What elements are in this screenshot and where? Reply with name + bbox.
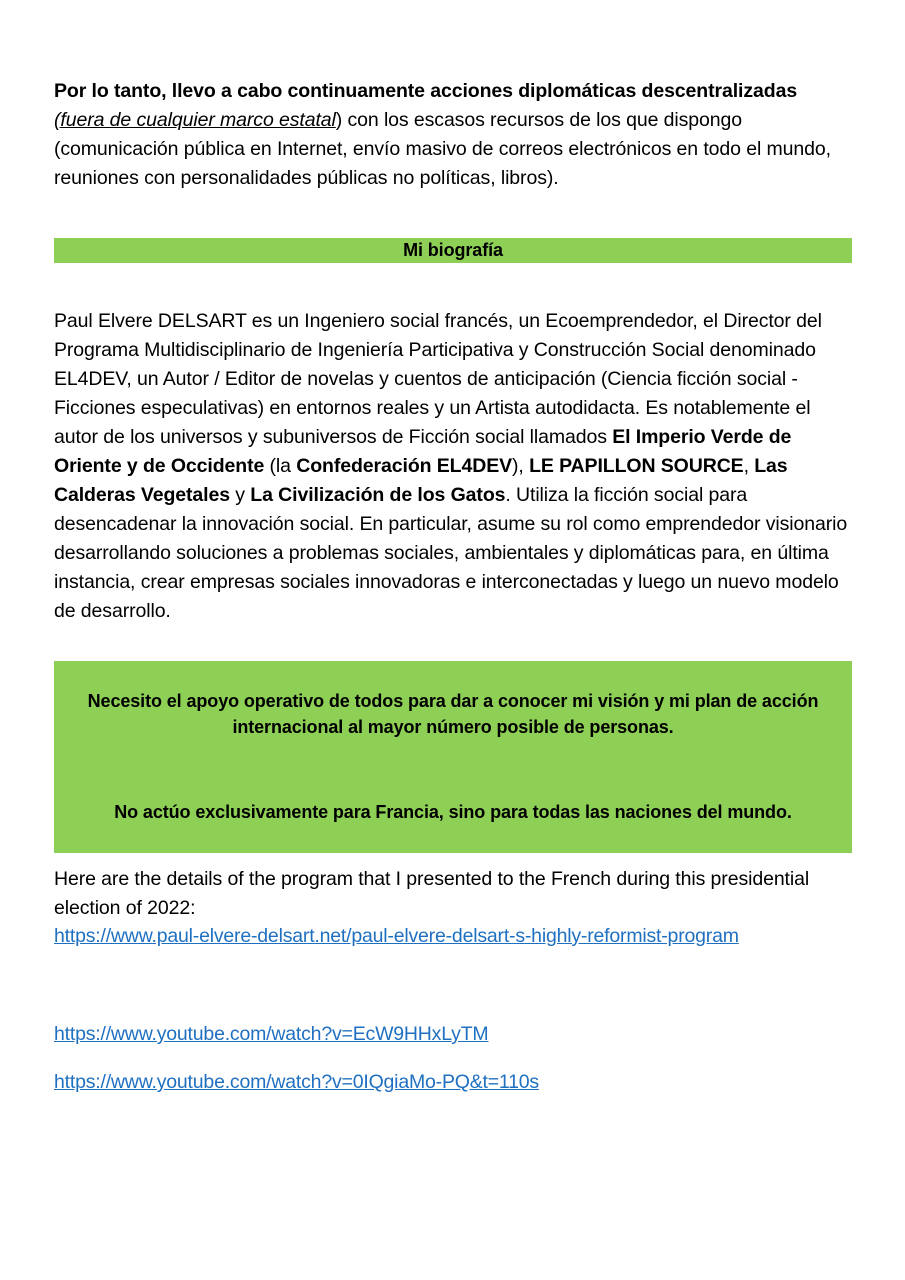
link-row-youtube-2 bbox=[54, 1068, 539, 1097]
intro-italic-underlined: fuera de cualquier marco estatal bbox=[60, 108, 336, 131]
english-paragraph: Here are the details of the program that I presented to the French during this presidential election of 2022: bbox=[54, 867, 810, 919]
bio-segment-2: (la bbox=[264, 454, 297, 477]
link-row-program bbox=[54, 922, 739, 951]
intro-rest: ) con los escasos recursos de los que dispongo (comunicación pública en Internet, envío masivo de correos electrónicos en todo el mundo, reuniones con personalidades públicas no políticas, libros). bbox=[54, 108, 831, 189]
callout-line-1: Necesito el apoyo operativo de todos para dar a conocer mi visión y mi plan de acción internacional al mayor número posible de personas. bbox=[87, 691, 819, 737]
bio-segment-4: , bbox=[743, 454, 755, 477]
bio-confederation: Confederación EL4DEV bbox=[296, 454, 513, 477]
bio-work-empire: El Imperio Verde de Oriente y de Occidente bbox=[54, 425, 792, 477]
intro-bold-lead: Por lo tanto, llevo a cabo continuamente acciones diplomáticas descentralizadas bbox=[54, 79, 798, 102]
bio-segment-3: ), bbox=[512, 454, 530, 477]
banner-title: Mi biografía bbox=[403, 240, 503, 260]
intro-paragraph bbox=[54, 77, 852, 193]
intro-open-paren: ( bbox=[54, 108, 61, 131]
bio-work-gatos: La Civilización de los Gatos bbox=[250, 483, 506, 506]
bio-work-calderas: Las Calderas Vegetales bbox=[54, 454, 788, 506]
biography-paragraph bbox=[54, 307, 852, 626]
section-banner-biography bbox=[54, 238, 852, 263]
bio-segment-1: Paul Elvere DELSART es un Ingeniero social francés, un Ecoemprendedor, el Director del Programa Multidisciplinario de Ingeniería Participativa y Construcción Social denominado EL4DEV, un Autor / Editor de novelas y cuentos de anticipación (Ciencia ficción social - Ficciones especulativas) en entornos reales y un Artista autodidacta. Es notablemente el autor de los universos y subuniversos de Ficción social llamados bbox=[54, 309, 822, 448]
callout-divider bbox=[54, 758, 852, 781]
link-program[interactable]: https://www.paul-elvere-delsart.net/paul-elvere-delsart-s-highly-reformist-program bbox=[54, 925, 739, 947]
bio-work-papillon: LE PAPILLON SOURCE bbox=[529, 454, 744, 477]
link-youtube-1[interactable]: https://www.youtube.com/watch?v=EcW9HHxLyTM bbox=[54, 1023, 489, 1045]
callout-box bbox=[54, 661, 852, 853]
bio-segment-6: . Utiliza la ficción social para desencadenar la innovación social. En particular, asume su rol como emprendedor visionario desarrollando soluciones a problemas sociales, ambientales y diplomáticas para, en última instancia, crear empresas sociales innovadoras e interconectadas y luego un nuevo modelo de desarrollo. bbox=[54, 483, 848, 622]
callout-line-2: No actúo exclusivamente para Francia, sino para todas las naciones del mundo. bbox=[114, 802, 792, 822]
link-youtube-2[interactable]: https://www.youtube.com/watch?v=0IQgiaMo-PQ&t=110s bbox=[54, 1071, 539, 1093]
link-row-youtube-1 bbox=[54, 1020, 488, 1049]
bio-segment-5: y bbox=[229, 483, 251, 506]
